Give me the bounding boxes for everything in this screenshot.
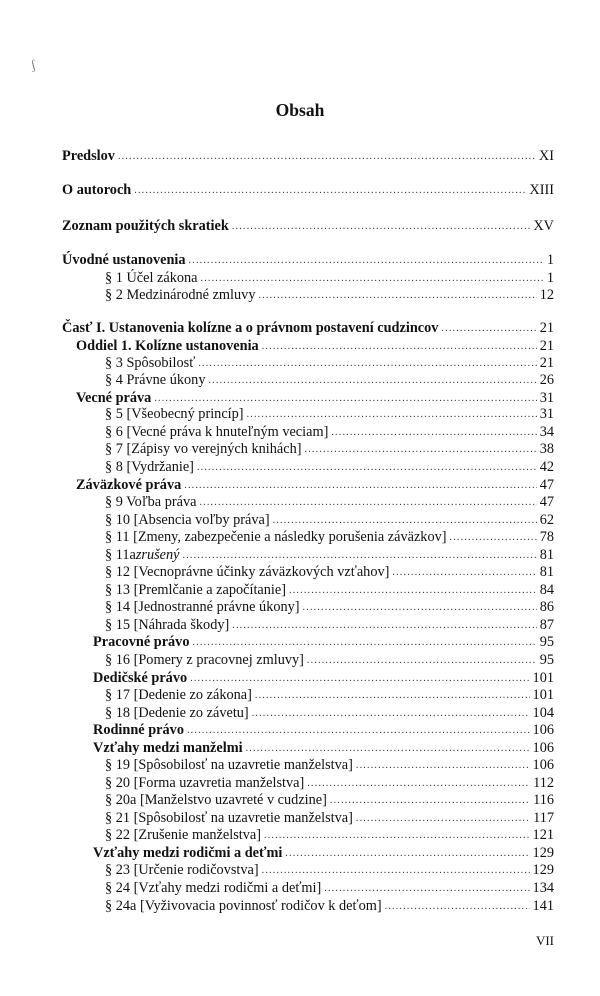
dot-leader — [199, 494, 536, 511]
toc-entry-page-number: 31 — [539, 390, 554, 406]
toc-entry[interactable] — [105, 529, 554, 547]
dot-leader — [450, 529, 537, 546]
toc-entry[interactable] — [93, 740, 554, 758]
toc-entry-page-number: 34 — [539, 424, 554, 440]
toc-entry-page-number: 38 — [539, 441, 554, 457]
toc-entry[interactable] — [105, 372, 554, 390]
toc-entry-page-number: XIII — [529, 182, 554, 198]
dot-leader — [273, 512, 537, 529]
toc-entry-page-number: 87 — [539, 617, 554, 633]
toc-entry[interactable] — [105, 406, 554, 424]
toc-entry-page-number: XV — [533, 218, 554, 234]
toc-entry-label: Vzťahy medzi rodičmi a deťmi — [93, 845, 283, 861]
dot-leader — [356, 810, 530, 827]
dot-leader — [208, 372, 536, 389]
toc-entry-label: § 3 Spôsobilosť — [105, 355, 196, 371]
toc-entry-page-number: XI — [538, 148, 554, 164]
toc-entry[interactable] — [105, 270, 554, 288]
toc-entry-label: Zoznam použitých skratiek — [62, 218, 229, 234]
toc-entry[interactable] — [105, 617, 554, 635]
dot-leader — [356, 757, 530, 774]
toc-entry-label: § 12 [Vecnoprávne účinky záväzkových vzťahov] — [105, 564, 390, 580]
dot-leader — [190, 670, 529, 687]
toc-entry[interactable] — [105, 441, 554, 459]
dot-leader — [307, 775, 530, 792]
toc-entry-label: Vecné práva — [76, 390, 152, 406]
toc-entry-page-number: 47 — [539, 477, 554, 493]
toc-entry-label: § 2 Medzinárodné zmluvy — [105, 287, 256, 303]
toc-entry-page-number: 101 — [532, 670, 554, 686]
toc-entry-page-number: 106 — [532, 740, 554, 756]
toc-entry[interactable] — [105, 862, 554, 880]
toc-entry[interactable] — [105, 494, 554, 512]
toc-entry-page-number: 21 — [539, 338, 554, 354]
toc-entry-label: § 1 Účel zákona — [105, 270, 198, 286]
toc-entry-label: § 23 [Určenie rodičovstva] — [105, 862, 259, 878]
toc-entry[interactable] — [62, 320, 554, 338]
dot-leader — [246, 740, 530, 757]
toc-entry-label: § 19 [Spôsobilosť na uzavretie manželstva] — [105, 757, 353, 773]
toc-entry-label: § 10 [Absencia voľby práva] — [105, 512, 270, 528]
toc-entry-label: § 6 [Vecné práva k hnuteľným veciam] — [105, 424, 329, 440]
toc-entry-label: § 18 [Dedenie zo závetu] — [105, 705, 249, 721]
toc-entry-page-number: 81 — [539, 547, 554, 563]
toc-entry[interactable] — [93, 634, 554, 652]
dot-leader — [154, 390, 536, 407]
toc-entry-label: § 14 [Jednostranné právne úkony] — [105, 599, 300, 615]
toc-entry-page-number: 121 — [532, 827, 554, 843]
toc-entry-label: Pracovné právo — [93, 634, 190, 650]
dot-leader — [232, 617, 536, 634]
dot-leader — [385, 898, 530, 915]
toc-entry[interactable] — [105, 599, 554, 617]
toc-entry[interactable] — [93, 722, 554, 740]
toc-entry[interactable] — [105, 705, 554, 723]
toc-entry-page-number: 21 — [539, 320, 554, 336]
toc-entry[interactable] — [62, 148, 554, 166]
toc-entry[interactable] — [105, 424, 554, 442]
scan-speck-mark: ʃ — [29, 56, 38, 73]
toc-entry-page-number: 106 — [532, 722, 554, 738]
toc-entry-page-number: 95 — [539, 652, 554, 668]
dot-leader — [264, 827, 530, 844]
dot-leader — [305, 441, 537, 458]
dot-leader — [183, 547, 537, 564]
toc-entry-page-number: 101 — [532, 687, 554, 703]
toc-entry-label: § 11 [Zmeny, zabezpečenie a následky porušenia záväzkov] — [105, 529, 447, 545]
toc-entry[interactable] — [93, 670, 554, 688]
toc-entry-page-number: 116 — [533, 792, 554, 808]
toc-entry-page-number: 86 — [539, 599, 554, 615]
toc-entry-page-number: 106 — [532, 757, 554, 773]
dot-leader — [262, 862, 530, 879]
toc-entry-page-number: 129 — [532, 862, 554, 878]
dot-leader — [285, 845, 529, 862]
toc-entry[interactable] — [105, 757, 554, 775]
toc-entry[interactable] — [105, 355, 554, 373]
toc-entry[interactable] — [105, 582, 554, 600]
toc-entry-label: § 24a [Vyživovacia povinnosť rodičov k deťom] — [105, 898, 382, 914]
dot-leader — [247, 406, 537, 423]
toc-entry-label: Dedičské právo — [93, 670, 188, 686]
toc-entry[interactable] — [76, 338, 554, 356]
toc-entry[interactable] — [105, 512, 554, 530]
dot-leader — [232, 218, 531, 235]
toc-entry[interactable] — [105, 775, 554, 793]
toc-entry-label: § 21 [Spôsobilosť na uzavretie manželstva] — [105, 810, 353, 826]
toc-entry-page-number: 1 — [546, 270, 554, 286]
toc-entry-label: O autoroch — [62, 182, 132, 198]
toc-entry-label: § 13 [Premlčanie a započítanie] — [105, 582, 287, 598]
toc-entry-label-italic: zrušený — [135, 547, 180, 563]
toc-entry-page-number: 47 — [539, 494, 554, 510]
toc-entry-label: Oddiel 1. Kolízne ustanovenia — [76, 338, 259, 354]
toc-entry-label: Úvodné ustanovenia — [62, 252, 186, 268]
toc-entry[interactable] — [62, 182, 554, 200]
toc-entry-page-number: 78 — [539, 529, 554, 545]
toc-entry-label: § 11a — [105, 547, 136, 563]
dot-leader — [258, 287, 536, 304]
toc-entry-label: § 9 Voľba práva — [105, 494, 197, 510]
dot-leader — [441, 320, 536, 337]
toc-entry-label: § 8 [Vydržanie] — [105, 459, 194, 475]
toc-entry-label: § 5 [Všeobecný princíp] — [105, 406, 244, 422]
toc-entry[interactable] — [105, 547, 554, 565]
toc-entry[interactable] — [105, 652, 554, 670]
dot-leader — [118, 148, 536, 165]
dot-leader — [392, 564, 536, 581]
dot-leader — [198, 355, 536, 372]
toc-entry[interactable] — [105, 880, 554, 898]
toc-entry-page-number: 104 — [532, 705, 554, 721]
dot-leader — [197, 459, 537, 476]
toc-entry-label: Predslov — [62, 148, 115, 164]
toc-entry-page-number: 134 — [532, 880, 554, 896]
dot-leader — [289, 582, 537, 599]
dot-leader — [330, 792, 530, 809]
toc-entry-label: § 7 [Zápisy vo verejných knihách] — [105, 441, 302, 457]
toc-entry[interactable] — [105, 564, 554, 582]
dot-leader — [303, 599, 537, 616]
toc-entry[interactable] — [105, 687, 554, 705]
toc-entry[interactable] — [105, 898, 554, 916]
toc-entry[interactable] — [62, 218, 554, 236]
page-folio: VII — [535, 933, 554, 948]
toc-entry-label: Vzťahy medzi manželmi — [93, 740, 243, 756]
dot-leader — [201, 270, 544, 287]
toc-entry-label: § 17 [Dedenie zo zákona] — [105, 687, 252, 703]
dot-leader — [255, 687, 530, 704]
toc-entry-page-number: 21 — [539, 355, 554, 371]
dot-leader — [262, 338, 537, 355]
toc-entry[interactable] — [105, 792, 554, 810]
toc-entry[interactable] — [105, 459, 554, 477]
toc-entry[interactable] — [62, 252, 554, 270]
toc-entry-label: Záväzkové práva — [76, 477, 182, 493]
toc-entry[interactable] — [105, 827, 554, 845]
toc-entry-page-number: 112 — [533, 775, 554, 791]
toc-entry[interactable] — [105, 810, 554, 828]
dot-leader — [187, 722, 530, 739]
toc-entry[interactable] — [93, 845, 554, 863]
toc-entry-page-number: 42 — [539, 459, 554, 475]
dot-leader — [331, 424, 536, 441]
toc-entry-page-number: 84 — [539, 582, 554, 598]
toc-entry[interactable] — [76, 477, 554, 495]
toc-entry-page-number: 117 — [533, 810, 554, 826]
toc-entry-page-number: 95 — [539, 634, 554, 650]
toc-entry-label: § 15 [Náhrada škody] — [105, 617, 230, 633]
dot-leader — [134, 182, 526, 199]
dot-leader — [324, 880, 529, 897]
toc-entry-label: Rodinné právo — [93, 722, 184, 738]
toc-entry-label: § 24 [Vzťahy medzi rodičmi a deťmi] — [105, 880, 322, 896]
toc-entry-label: § 4 Právne úkony — [105, 372, 206, 388]
toc-entry-label: § 16 [Pomery z pracovnej zmluvy] — [105, 652, 304, 668]
toc-entry[interactable] — [105, 287, 554, 305]
dot-leader — [189, 252, 544, 269]
toc-entry-page-number: 12 — [539, 287, 554, 303]
dot-leader — [252, 705, 530, 722]
toc-entry-page-number: 1 — [546, 252, 554, 268]
toc-entry-label: § 22 [Zrušenie manželstva] — [105, 827, 262, 843]
toc-entry-page-number: 129 — [532, 845, 554, 861]
dot-leader — [192, 634, 536, 651]
toc-entry-label: § 20 [Forma uzavretia manželstva] — [105, 775, 305, 791]
toc-entry-page-number: 141 — [532, 898, 554, 914]
toc-entry-page-number: 31 — [539, 406, 554, 422]
toc-entry-page-number: 62 — [539, 512, 554, 528]
page-title: Obsah — [275, 100, 325, 120]
toc-entry-page-number: 26 — [539, 372, 554, 388]
dot-leader — [307, 652, 537, 669]
toc-entry-label: § 20a [Manželstvo uzavreté v cudzine] — [105, 792, 327, 808]
dot-leader — [184, 477, 536, 494]
toc-entry-page-number: 81 — [539, 564, 554, 580]
toc-entry-label: Časť I. Ustanovenia kolízne a o právnom postavení cudzincov — [62, 320, 439, 336]
